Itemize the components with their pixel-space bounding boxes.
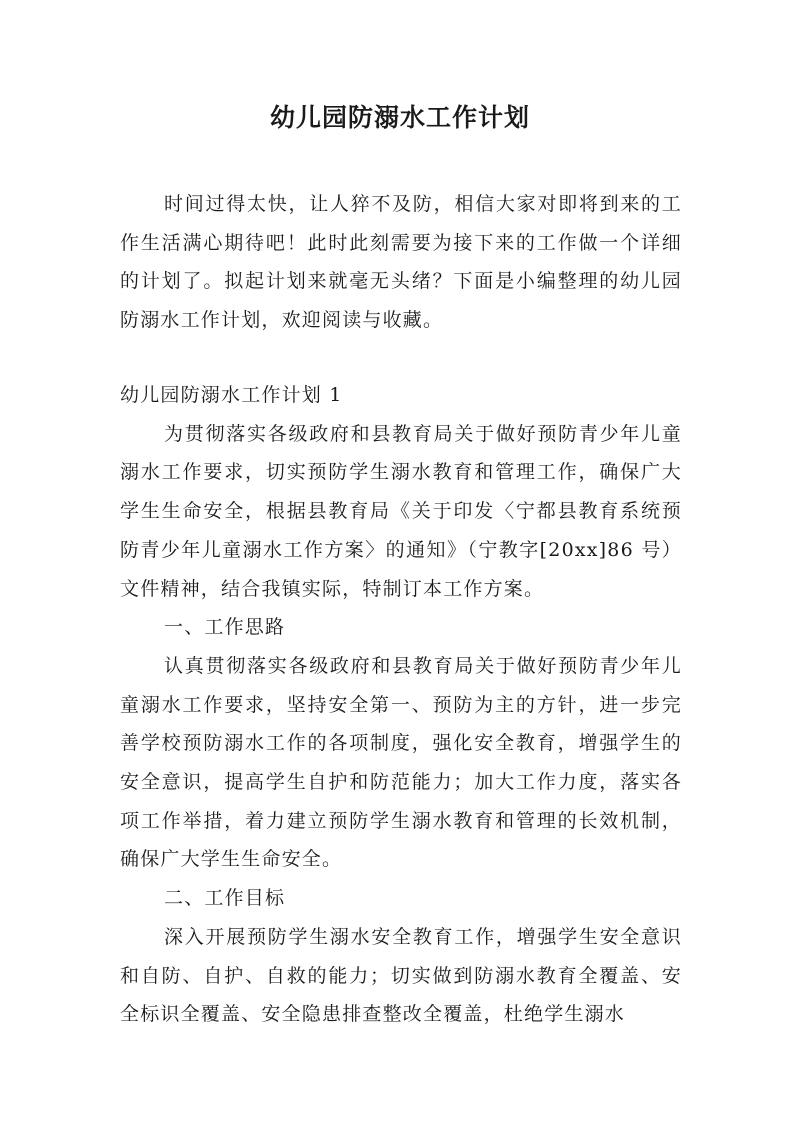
plan-content	[120, 376, 682, 1034]
heading-work-thinking: 一、工作思路	[164, 616, 286, 639]
heading-work-goal: 二、工作目标	[164, 887, 286, 910]
intro-paragraph: 时间过得太快，让人猝不及防，相信大家对即将到来的工作生活满心期待吧！此时此刻需要为接下来的工作做一个详细的计划了。拟起计划来就毫无头绪？下面是小编整理的幼儿园防溺水工作计划，欢迎阅读与收藏。	[120, 193, 682, 332]
page-title: 幼儿园防溺水工作计划	[269, 103, 530, 132]
paragraph-work-thinking: 认真贯彻落实各级政府和县教育局关于做好预防青少年儿童溺水工作要求，坚持安全第一、预防为主的方针，进一步完善学校预防溺水工作的各项制度，强化安全教育，增强学生的安全意识，提高学生自护和防范能力；加大工作力度，落实各项工作举措，着力建立预防学生溺水教育和管理的长效机制，确保广大学生生命安全。	[120, 654, 682, 871]
section-paragraph-purpose: 为贯彻落实各级政府和县教育局关于做好预防青少年儿童溺水工作要求，切实预防学生溺水教育和管理工作，确保广大学生生命安全，根据县教育局《关于印发〈宁都县教育系统预防青少年儿童溺水工作方案〉的通知》（宁教字[20xx]86 号）文件精神，结合我镇实际，特制订本工作方案。	[120, 422, 682, 600]
section-title: 幼儿园防溺水工作计划 1	[120, 384, 343, 406]
paragraph-work-goal: 深入开展预防学生溺水安全教育工作，增强学生安全意识和自防、自护、自救的能力；切实做到防溺水教育全覆盖、安全标识全覆盖、安全隐患排查整改全覆盖，杜绝学生溺水	[120, 925, 682, 1026]
